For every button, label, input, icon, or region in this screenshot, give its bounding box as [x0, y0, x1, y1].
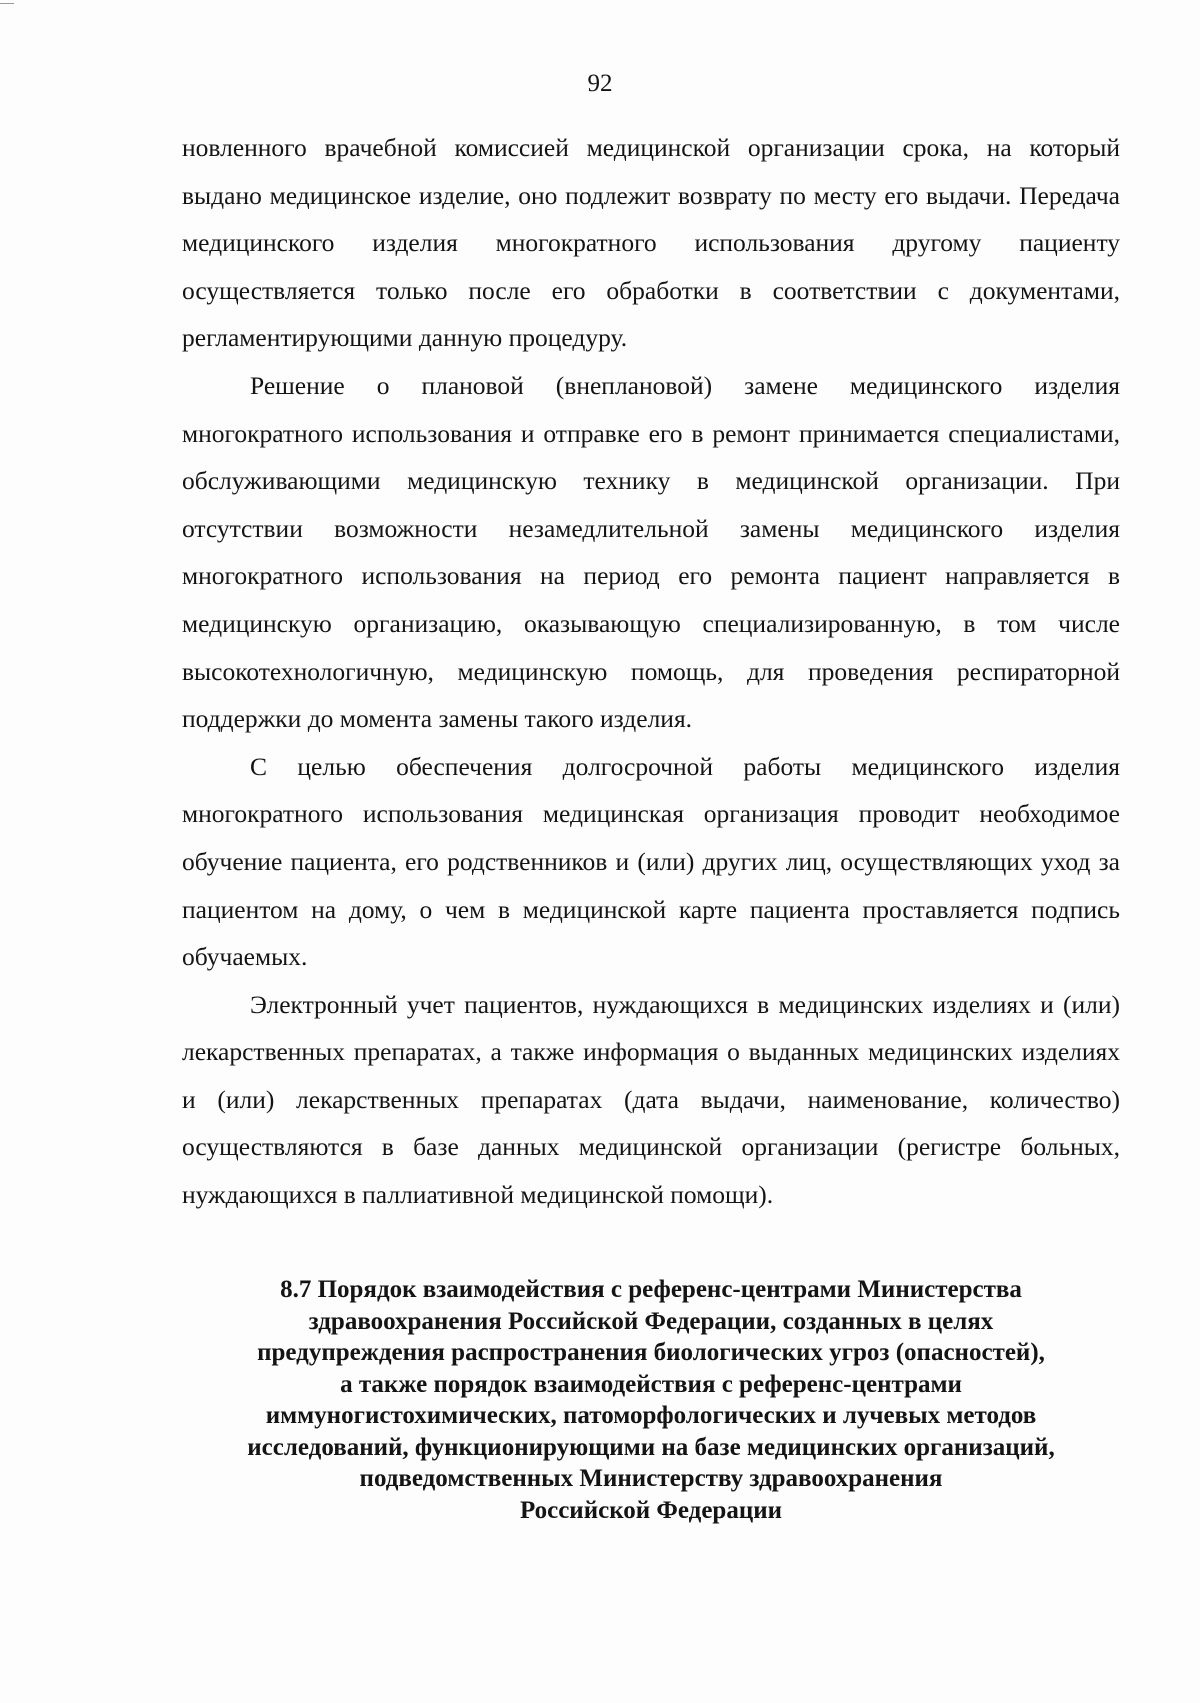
body-text [182, 124, 1120, 1219]
section-heading-line: исследований, функционирующими на базе медицинских организаций, [247, 1433, 1055, 1461]
paragraph-patient-training: С целью обеспечения долгосрочной работы медицинского изделия многократного использования медицинская организация проводит необходимое обучение пациента, его родственников и (или) других лиц, осуществляющих уход за пациентом на дому, о чем в медицинской карте пациента проставляется подпись обучаемых. [182, 751, 1120, 972]
section-heading-line: подведомственных Министерству здравоохранения [359, 1465, 943, 1492]
section-heading-line: предупреждения распространения биологических угроз (опасностей), [257, 1339, 1045, 1366]
section-heading-line: а также порядок взаимодействия с референс-центрами [340, 1370, 962, 1398]
page-number: 92 [587, 70, 613, 97]
paragraph-continuation: новленного врачебной комиссией медицинской организации срока, на который выдано медицинское изделие, оно подлежит возврату по месту его выдачи. Передача медицинского изделия многократного использования другому пациенту осуществляется только после его обработки в соответствии с документами, регламентирующими данную процедуру. [182, 133, 1120, 353]
paragraph-replacement-decision: Решение о плановой (внеплановой) замене медицинского изделия многократного использования и отправке его в ремонт принимается специалистами, обслуживающими медицинскую технику в медицинской организации. При отсутствии возможности незамедлительной замены медицинского изделия многократного использования на период его ремонта пациент направляется в медицинскую организацию, оказывающую специализированную, в том числе высокотехнологичную, медицинскую помощь, для проведения респираторной поддержки до момента замены такого изделия. [182, 370, 1120, 734]
section-heading-line: здравоохранения Российской Федерации, созданных в целях [308, 1307, 994, 1335]
section-heading-line: иммуногистохимических, патоморфологических и лучевых методов [265, 1402, 1037, 1429]
section-heading-line: 8.7 Порядок взаимодействия с референс-центрами Министерства [280, 1276, 1022, 1303]
section-heading-line: Российской Федерации [519, 1496, 783, 1524]
paragraph-electronic-records: Электронный учет пациентов, нуждающихся в медицинских изделиях и (или) лекарственных препаратах, а также информация о выданных медицинских изделиях и (или) лекарственных препаратах (дата выдачи, наименование, количество) осуществляются в базе данных медицинской организации (регистре больных, нуждающихся в паллиативной медицинской помощи). [182, 989, 1120, 1210]
section-heading [182, 1274, 1120, 1526]
scan-margin-mark [0, 3, 14, 4]
